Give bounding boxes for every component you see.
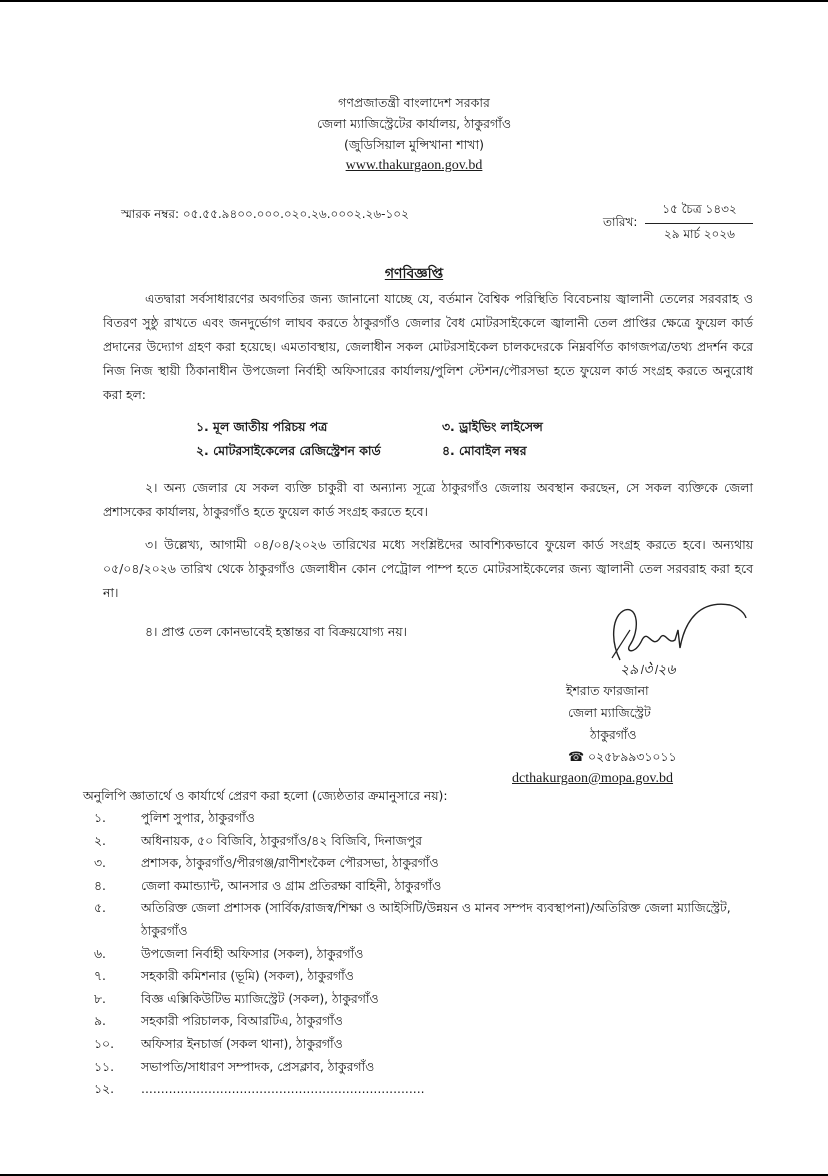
signatory-name: ইশরাত ফারজানা bbox=[566, 683, 649, 698]
date-label: তারিখ: bbox=[603, 214, 638, 229]
document-item: ২. মোটরসাইকেলের রেজিস্ট্রেশন কার্ড bbox=[196, 443, 381, 458]
phone-number: ০২৫৮৯৯৩১০১১ bbox=[588, 749, 677, 764]
telephone-icon: ☎ bbox=[568, 750, 585, 765]
copy-item-text: প্রশাসক, ঠাকুরগাঁও/পীরগঞ্জ/রাণীশংকৈল পৌরসভা, ঠাকুরগাঁও bbox=[141, 855, 439, 871]
signatory-designation: জেলা ম্যাজিস্ট্রেট bbox=[568, 705, 651, 720]
copy-item-text: ........................................................................ bbox=[141, 1081, 425, 1097]
copy-item-text: বিজ্ঞ এক্সিকিউটিভ ম্যাজিস্ট্রেট (সকল), ঠাকুরগাঁও bbox=[141, 990, 379, 1006]
copy-item bbox=[83, 807, 763, 830]
copy-item-text: অতিরিক্ত জেলা প্রশাসক (সার্বিক/রাজস্ব/শিক্ষা ও আইসিটি/উন্নয়ন ও মানব সম্পদ ব্যবস্থাপনা)/অতিরিক্ত জেলা ম্যাজিস্ট্রেট, ঠাকুরগাঁও bbox=[141, 900, 731, 938]
paragraph-1-text: এতদ্বারা সর্বসাধারণের অবগতির জন্য জানানো যাচ্ছে যে, বর্তমান বৈশ্বিক পরিস্থিতি বিবেচনায় জ্বালানী তেলের সরবরাহ ও বিতরণ সুষ্ঠু রাখতে এবং জনদুর্ভোগ লাঘব করতে ঠাকুরগাঁও জেলার বৈধ মোটরসাইকেলে জ্বালানী তেল প্রাপ্তির ক্ষেত্রে ফুয়েল কার্ড প্রদানের উদ্যোগ গ্রহণ করা হয়েছে। এমতাবস্থায়, জেলাধীন সকল মোটরসাইকেল চালকদেরকে নিম্নবর্ণিত কাগজপত্র/তথ্য প্রদর্শন করে নিজ নিজ স্থায়ী ঠিকানাধীন উপজেলা নির্বাহী অফিসারের কার্যালয়/পুলিশ স্টেশন/পৌরসভা হতে ফুয়েল কার্ড সংগ্রহ করতে অনুরোধ করা হল: bbox=[103, 291, 754, 402]
office-name: জেলা ম্যাজিস্ট্রেটের কার্যালয়, ঠাকুরগাঁও bbox=[316, 116, 512, 131]
signature-date: ২৯।৩।২৬ bbox=[620, 662, 676, 678]
copy-item bbox=[83, 1033, 763, 1056]
copy-item-text: সহকারী কমিশনার (ভূমি) (সকল), ঠাকুরগাঁও bbox=[141, 968, 354, 984]
copy-item-text: অফিসার ইনচার্জ (সকল থানা), ঠাকুরগাঁও bbox=[141, 1035, 343, 1051]
copy-item-number: ৯. bbox=[94, 1013, 106, 1029]
copy-item bbox=[83, 1078, 763, 1101]
copy-heading: অনুলিপি জ্ঞাতার্থে ও কার্যার্থে প্রেরণ করা হলো (জ্যেষ্ঠতার ক্রমানুসারে নয়): bbox=[83, 788, 448, 803]
copy-item-number: ১১. bbox=[94, 1058, 115, 1074]
date-values bbox=[645, 201, 753, 246]
copy-list bbox=[83, 807, 763, 1101]
copy-item-number: ১০. bbox=[94, 1035, 115, 1051]
copy-item-number: ৭. bbox=[94, 968, 106, 984]
copy-item bbox=[83, 988, 763, 1011]
document-item: ১. মূল জাতীয় পরিচয় পত্র bbox=[196, 419, 328, 434]
signatory-details bbox=[512, 680, 720, 790]
required-documents-list bbox=[196, 415, 596, 463]
signatory-phone bbox=[540, 746, 720, 768]
copy-item bbox=[83, 943, 763, 966]
copy-item bbox=[83, 830, 763, 853]
paragraph-3-text: ৩। উল্লেখ্য, আগামী ০৪/০৪/২০২৬ তারিখের মধ্যে সংশ্লিষ্টদের আবশ্যিকভাবে ফুয়েল কার্ড সংগ্রহ করতে হবে। অন্যথায় ০৫/০৪/২০২৬ তারিখ থেকে ঠাকুরগাঁও জেলাধীন কোন পেট্রোল পাম্প হতে মোটরসাইকেলের জন্য জ্বালানী তেল সরবরাহ করা হবে না। bbox=[103, 537, 753, 600]
memo-value: ০৫.৫৫.৯৪০০.০০০.০২০.২৬.০০০২.২৬-১০২ bbox=[182, 207, 409, 221]
copy-item-text: সভাপতি/সাধারণ সম্পাদক, প্রেসক্লাব, ঠাকুরগাঁও bbox=[141, 1058, 375, 1074]
date-block bbox=[603, 201, 753, 246]
document-item: ৩. ড্রাইভিং লাইসেন্স bbox=[442, 419, 543, 434]
copy-item bbox=[83, 1010, 763, 1033]
paragraph-4-text: ৪। প্রাপ্ত তেল কোনভাবেই হস্তান্তর বা বিক্রয়যোগ্য নয়। bbox=[145, 624, 407, 639]
copy-item-text: পুলিশ সুপার, ঠাকুরগাঁও bbox=[141, 810, 255, 825]
section-name: (জুডিসিয়াল মুন্সিখানা শাখা) bbox=[344, 137, 484, 152]
copy-item-text: অধিনায়ক, ৫০ বিজিবি, ঠাকুরগাঁও/৪২ বিজিবি, দিনাজপুর bbox=[141, 832, 422, 848]
copy-item-number: ৮. bbox=[94, 990, 106, 1006]
copy-item-text: জেলা কমান্ড্যান্ট, আনসার ও গ্রাম প্রতিরক্ষা বাহিনী, ঠাকুরগাঁও bbox=[141, 877, 442, 893]
signatory-email[interactable]: dcthakurgaon@mopa.gov.bd bbox=[512, 771, 674, 786]
government-name: গণপ্রজাতন্ত্রী বাংলাদেশ সরকার bbox=[338, 95, 490, 110]
copy-item-number: ১২. bbox=[94, 1081, 115, 1097]
copy-item-number: ৪. bbox=[94, 877, 106, 893]
bengali-date: ১৫ চৈত্র ১৪৩২ bbox=[645, 201, 753, 224]
copy-item bbox=[83, 852, 763, 875]
copy-item-text: সহকারী পরিচালক, বিআরটিএ, ঠাকুরগাঁও bbox=[141, 1013, 343, 1029]
letterhead bbox=[0, 92, 828, 176]
copy-item bbox=[83, 897, 763, 942]
signatory-location: ঠাকুরগাঁও bbox=[590, 727, 637, 742]
copy-item-number: ১. bbox=[94, 810, 106, 825]
paragraph-3 bbox=[103, 533, 753, 605]
document-item: ৪. মোবাইল নম্বর bbox=[442, 443, 527, 458]
gregorian-date: ২৯ মার্চ ২০২৬ bbox=[663, 227, 735, 241]
website-link[interactable]: www.thakurgaon.gov.bd bbox=[345, 158, 483, 173]
copy-item-number: ৫. bbox=[94, 900, 106, 916]
copy-item bbox=[83, 875, 763, 898]
memo-number bbox=[121, 206, 409, 226]
paragraph-2 bbox=[103, 476, 753, 524]
copy-item-number: ৬. bbox=[94, 945, 106, 961]
paragraph-1 bbox=[103, 287, 753, 407]
copy-item bbox=[83, 1056, 763, 1079]
copy-item-text: উপজেলা নির্বাহী অফিসার (সকল), ঠাকুরগাঁও bbox=[141, 945, 364, 961]
copy-item bbox=[83, 965, 763, 988]
paragraph-2-text: ২। অন্য জেলার যে সকল ব্যক্তি চাকুরী বা অন্যান্য সূত্রে ঠাকুরগাঁও জেলায় অবস্থান করছেন, সে সকল ব্যক্তিকে জেলা প্রশাসকের কার্যালয়, ঠাকুরগাঁও হতে ফুয়েল কার্ড সংগ্রহ করতে হবে। bbox=[103, 480, 753, 519]
notice-title: গণবিজ্ঞপ্তি bbox=[384, 266, 444, 282]
memo-label: স্মারক নম্বর: bbox=[121, 207, 180, 221]
copy-distribution bbox=[83, 785, 763, 1101]
copy-item-number: ২. bbox=[94, 832, 106, 848]
copy-item-number: ৩. bbox=[94, 855, 106, 871]
